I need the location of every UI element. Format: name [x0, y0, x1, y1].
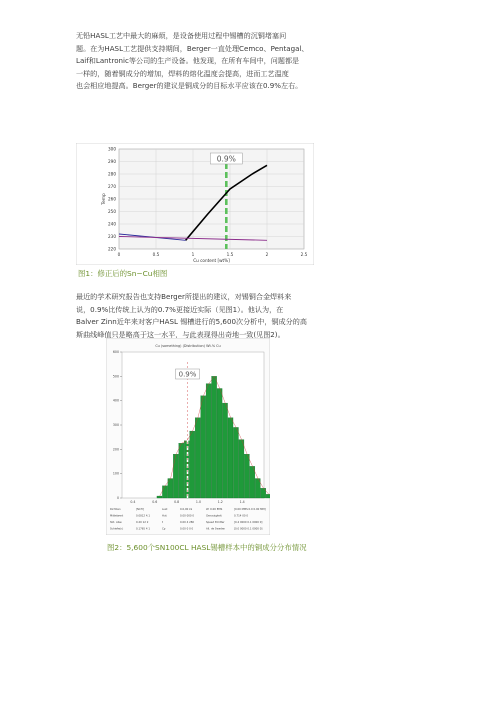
histogram-bar	[206, 384, 211, 498]
text-line: 斯曲线峰值只是略高于这一水平，与此表现得出奇地一致(见图2)。	[76, 329, 285, 339]
y-tick-label: 300	[108, 146, 116, 152]
y-tick-label: 220	[108, 246, 116, 252]
histogram-bar	[195, 418, 200, 498]
text-line: 最近的学术研究报告也支持Berger所提出的建议，对锡铜合金焊料来	[76, 292, 292, 301]
stats-cell: Cp	[162, 527, 166, 531]
stats-cell: 0.0,00 LS	[180, 508, 193, 511]
histogram-bar	[250, 466, 255, 498]
histogram-bar	[266, 494, 270, 498]
stats-cell: [NCH]	[136, 508, 144, 511]
x-tick-label: 0.4	[130, 500, 136, 504]
histogram-bar	[217, 389, 222, 499]
histogram-bar	[157, 496, 162, 498]
stats-cell: W: 0.00 EMS	[206, 508, 223, 511]
x-tick-label: 2.5	[300, 252, 308, 257]
chart-title: Cu (something) (Distribution) Wt.% Cu	[155, 344, 221, 348]
y-tick-label: 0	[116, 496, 119, 500]
y-tick-label: 100	[112, 471, 119, 476]
stats-cell: Lust	[162, 508, 168, 511]
text-line: 题。在为HASL工艺提供支持期间，Berger一直处理Cemco、Pentagal、	[76, 43, 309, 53]
histogram-bar	[190, 431, 195, 498]
y-tick-label: 250	[108, 209, 116, 214]
text-line: 一样的，随着铜成分的增加，焊料的熔化温度会提高，进而工艺温度	[76, 68, 289, 78]
stats-cell: [0.0 0000 0.1 0000 0]	[234, 527, 263, 531]
stats-cell: Richtien	[110, 508, 121, 511]
histogram-bar	[244, 454, 249, 498]
cu-distribution-chart	[106, 338, 270, 535]
stats-cell: Mittelwert	[110, 514, 124, 518]
stats-cell: All. de Sweden	[206, 527, 226, 531]
stats-cell: 0.714 00 0	[234, 514, 249, 518]
histogram-bar	[239, 440, 244, 498]
x-tick-label: 0.8	[174, 500, 180, 504]
stats-cell: 0.1765 4 1	[136, 527, 151, 531]
stats-cell: Std. Abw.	[110, 521, 123, 524]
paragraph-2	[76, 291, 366, 341]
histogram-bar	[228, 418, 233, 498]
histogram-bar	[179, 443, 184, 498]
callout-label: 0.9%	[178, 370, 197, 379]
stats-cell: Hut	[162, 514, 167, 518]
figure-2-caption: 图2：5,600个SN100CL HASL锡槽样本中的铜成分分布情况	[107, 543, 307, 552]
figure-1-caption: 图1：修正后的Sn−Cu相图	[78, 269, 168, 278]
text-line: Balver Zinn近年来对客户HASL 锡槽进行的5,600次分析中，铜成分的高	[76, 317, 307, 326]
stats-cell: 0.00 4 280	[180, 521, 195, 524]
x-tick-label: 1.4	[239, 500, 245, 504]
x-tick-label: 0	[117, 252, 121, 257]
x-tick-label: 1.2	[217, 500, 223, 504]
y-tick-label: 290	[108, 159, 116, 164]
stats-cell: 0.00 000 0	[180, 514, 195, 518]
stats-cell: 0.00 0 0 0	[180, 527, 194, 531]
histogram-bar	[212, 376, 217, 498]
x-tick-label: 2	[265, 252, 269, 257]
y-tick-label: 270	[108, 184, 116, 189]
histogram-bar	[233, 427, 238, 498]
stats-cell: Genauigkeit	[206, 514, 222, 518]
paragraph-1	[76, 30, 366, 93]
histogram-bar	[222, 403, 227, 498]
y-tick-label: 300	[112, 423, 119, 427]
text-line: 也会相应地提高。Berger的建议是铜成分的目标水平应该在0.9%左右。	[76, 81, 303, 90]
histogram-bar	[201, 396, 206, 498]
text-line: 无铅HASL工艺中最大的麻烦，是设备使用过程中锡槽的沉铜堵塞问	[76, 31, 287, 40]
text-line: 说，0.9%比传统上认为的0.7%更接近实际（见图1）。他认为，在	[76, 304, 284, 314]
stats-cell: t	[162, 521, 164, 524]
stats-cell: [0.4 0000 0.1 0000 0]	[234, 521, 263, 524]
histogram-bar	[162, 486, 167, 498]
y-tick-label: 200	[112, 447, 119, 452]
x-tick-label: 1.0	[195, 500, 202, 504]
stats-cell: Speed Emitter	[206, 521, 225, 524]
y-tick-label: 230	[108, 234, 116, 239]
x-tick-label: 0.5	[152, 252, 160, 257]
stats-cell: 0.20 12 2	[136, 521, 149, 524]
stats-cell: Schiefe(n)	[110, 527, 124, 531]
callout-label: 0.9%	[216, 154, 236, 164]
y-tick-label: 400	[112, 398, 119, 403]
y-tick-label: 260	[108, 196, 116, 202]
text-line: Laif和Lantronic等公司的生产设备。他发现，在所有车间中，问题都是	[76, 56, 300, 65]
stats-cell: 0.0812 4.1	[136, 514, 151, 518]
histogram-bar	[173, 454, 178, 498]
x-tick-label: 1.5	[226, 252, 234, 257]
y-tick-label: 600	[112, 350, 119, 354]
y-tick-label: 500	[112, 374, 119, 379]
x-tick-label: 0.6	[152, 500, 158, 504]
y-axis-label: Temp	[102, 193, 107, 205]
y-tick-label: 240	[108, 221, 116, 227]
x-axis-label: Cu content [wt%]	[193, 258, 230, 263]
y-tick-label: 280	[108, 171, 116, 177]
stats-cell: [0.00 MMS 0.0 0.00 MM]	[234, 508, 266, 511]
x-tick-label: 1	[191, 252, 195, 257]
phase-diagram-chart	[76, 143, 314, 265]
